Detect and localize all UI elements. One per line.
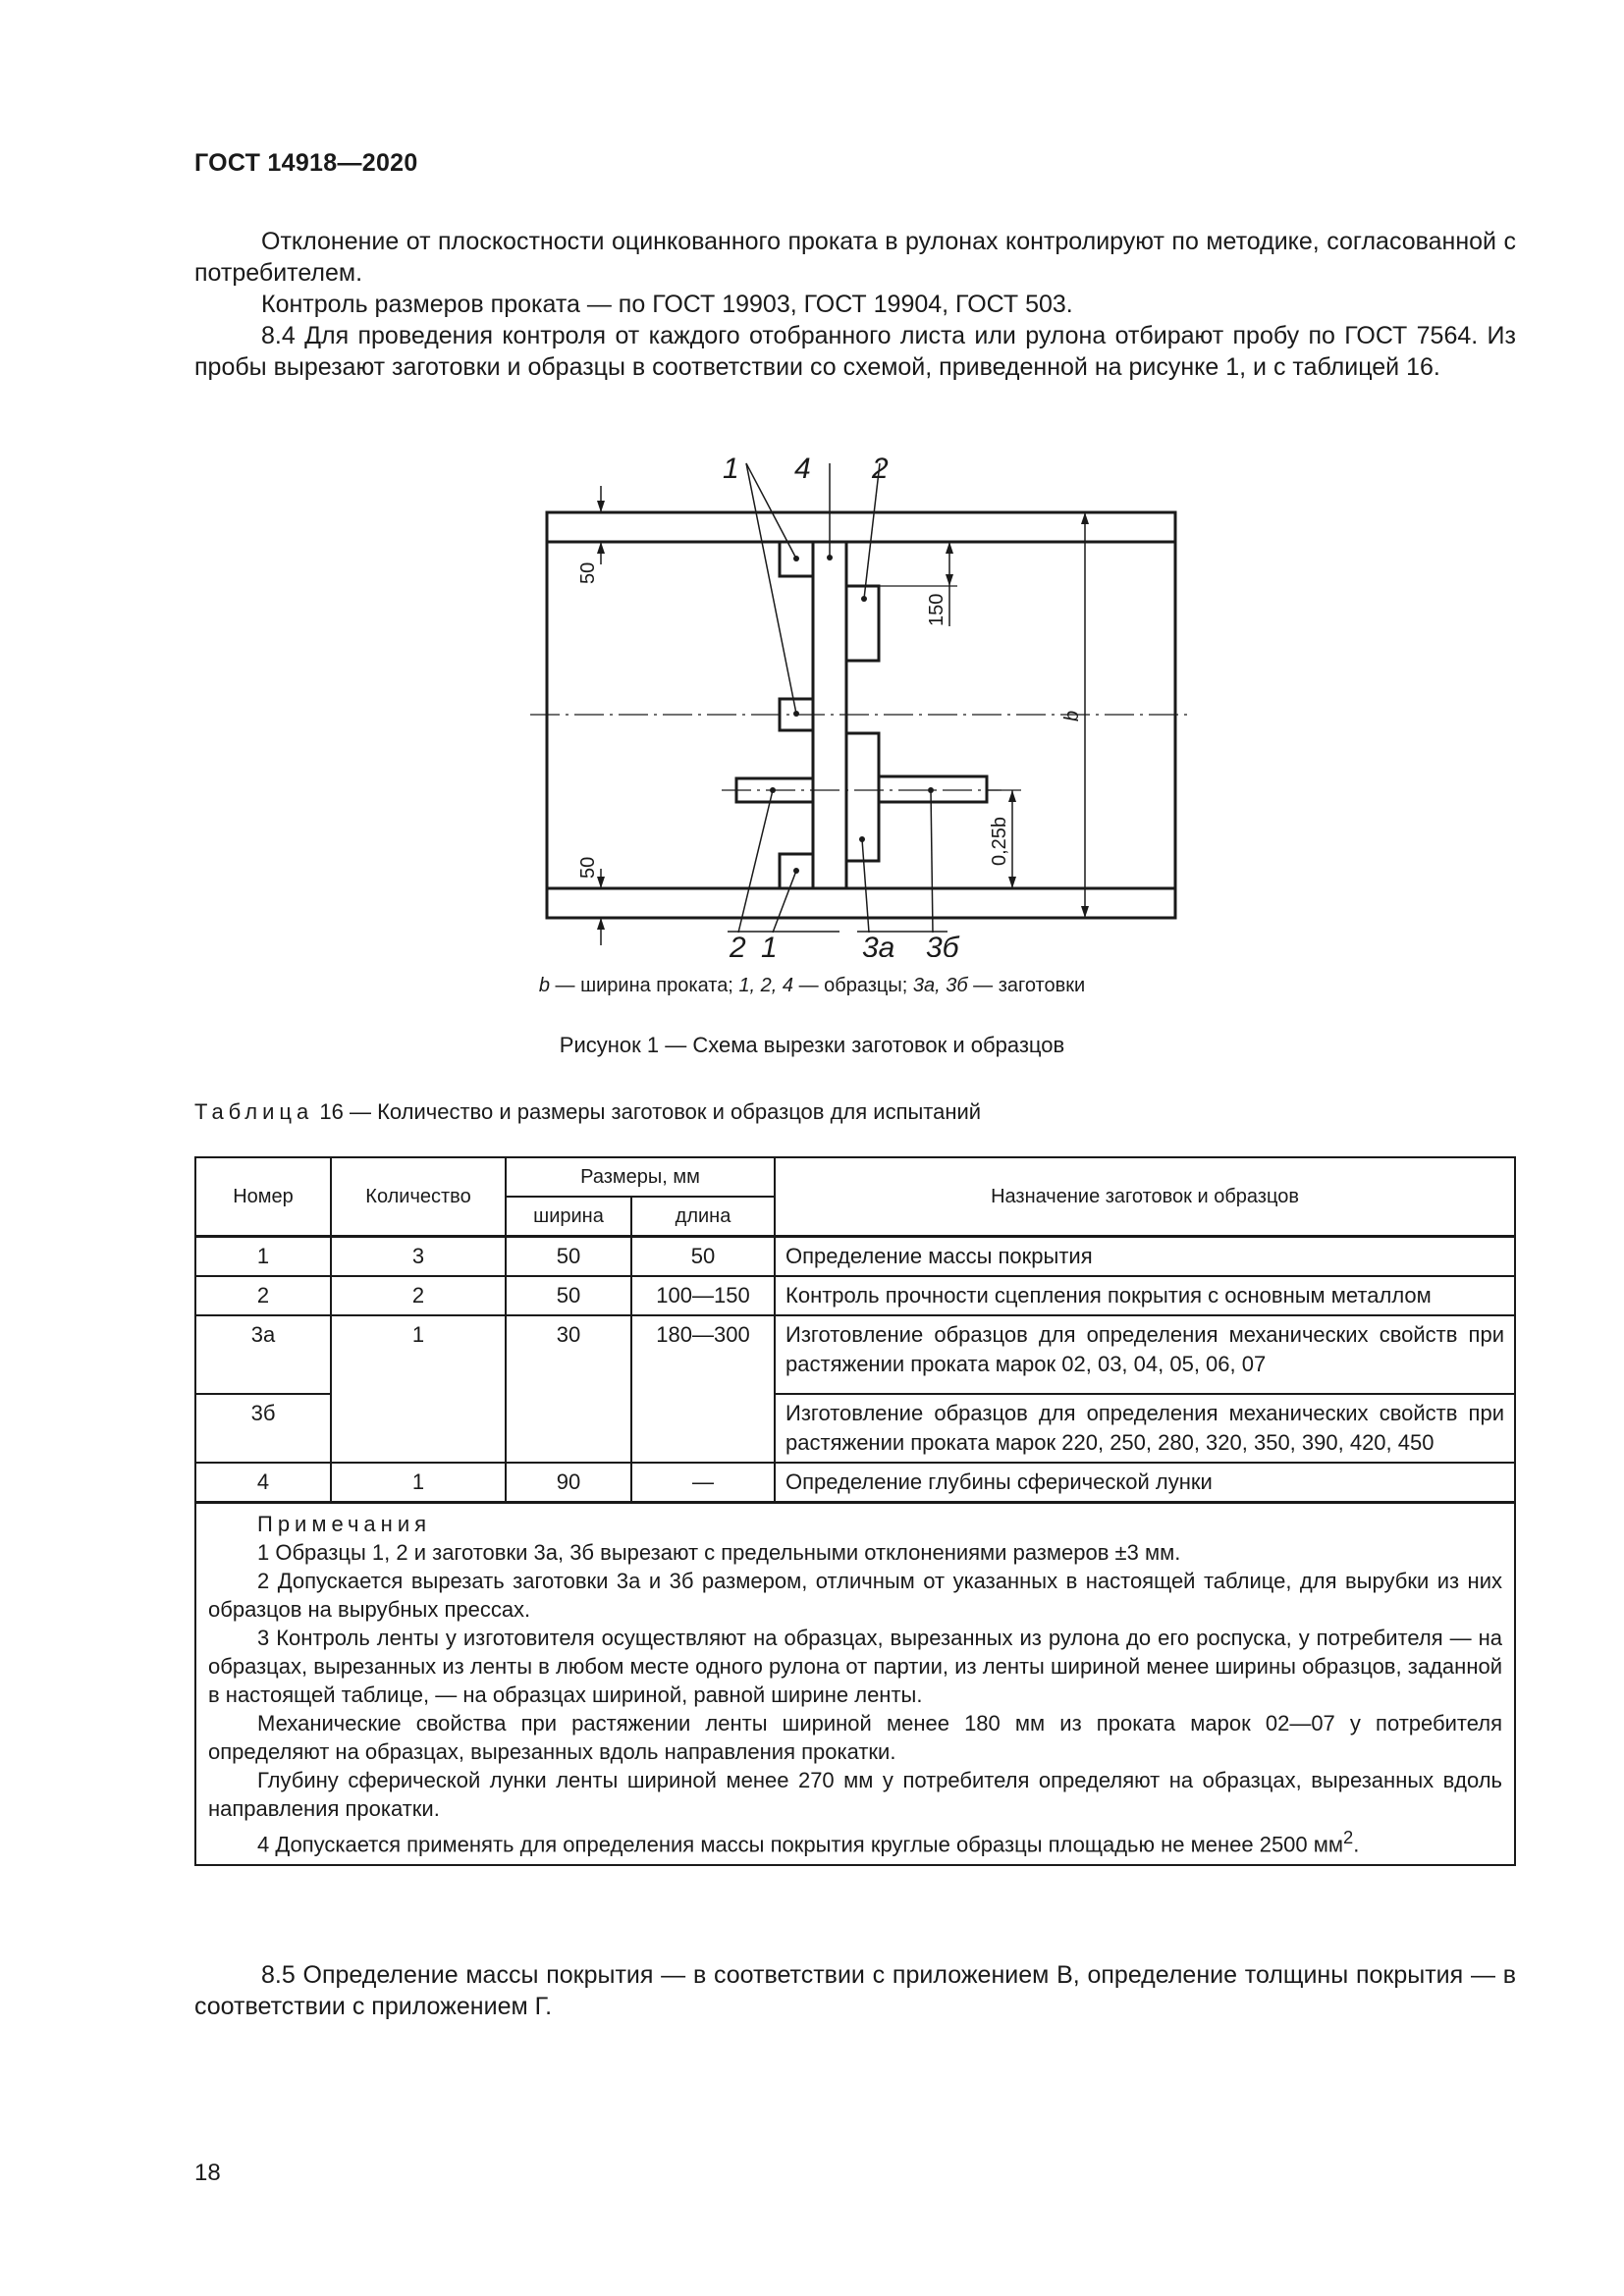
table-title: Таблица 16 — Количество и размеры заготовок и образцов для испытаний	[194, 1099, 982, 1124]
dim-50-top: 50	[577, 561, 599, 584]
dim-b: b	[1061, 710, 1083, 721]
header-quantity: Количество	[331, 1157, 506, 1237]
header-number: Номер	[195, 1157, 331, 1237]
figure-cutting-scheme	[525, 447, 1193, 957]
note-3a: Механические свойства при растяжении ленты шириной менее 180 мм из проката марок 02—07 у потребителя определяют на образцах, вырезанных вдоль направления прокатки.	[208, 1711, 1502, 1764]
label-3b-bottom: 3б	[926, 932, 959, 957]
table-notes	[195, 1503, 1515, 1866]
table-row: 3б Изготовление образцов для определения механических свойств при растяжении проката марок 220, 250, 280, 320, 350, 390, 420, 450	[195, 1394, 1515, 1463]
label-1-top: 1	[723, 453, 739, 485]
paragraph-8-5: 8.5 Определение массы покрытия — в соответствии с приложением В, определение толщины покрытия — в соответствии с приложением Г.	[194, 1961, 1516, 2020]
dim-150: 150	[926, 593, 947, 626]
note-1: 1 Образцы 1, 2 и заготовки 3а, 3б вырезают с предельными отклонениями размеров ±3 мм.	[257, 1540, 1181, 1565]
paragraph-8-4: 8.4 Для проведения контроля от каждого отобранного листа или рулона отбирают пробу по ГОСТ 7564. Из пробы вырезают заготовки и образцы в соответствии со схемой, приведенной на рисунке 1, и с таблицей 16.	[194, 322, 1516, 381]
paragraph-size-control: Контроль размеров проката — по ГОСТ 19903, ГОСТ 19904, ГОСТ 503.	[261, 291, 1073, 318]
note-2: 2 Допускается вырезать заготовки 3а и 3б размером, отличным от указанных в настоящей таблице, для вырубки из них образцов на вырубных прессах.	[208, 1569, 1502, 1622]
paragraph-flatness: Отклонение от плоскостности оцинкованного проката в рулонах контролируют по методике, согласованной с потребителем.	[194, 228, 1516, 287]
note-3b: Глубину сферической лунки ленты шириной менее 270 мм у потребителя определяют на образцах, вырезанных вдоль направления прокатки.	[208, 1768, 1502, 1821]
table-notes-row	[195, 1503, 1515, 1866]
page-number: 18	[194, 2160, 221, 2186]
label-4-top: 4	[794, 453, 811, 485]
header-length: длина	[631, 1197, 775, 1237]
note-3: 3 Контроль ленты у изготовителя осуществляют на образцах, вырезанных из рулона до его роспуска, у потребителя — на образцах, вырезанных из ленты в любом месте одного рулона от партии, из ленты шириной менее ширины образцов, заданной в настоящей таблице, — на образцах шириной, равной ширине ленты.	[208, 1626, 1502, 1707]
table-row: 1 3 50 50 Определение массы покрытия	[195, 1237, 1515, 1277]
header-sizes: Размеры, мм	[506, 1157, 775, 1197]
legend-samples: 1, 2, 4	[738, 975, 794, 996]
table-row: 4 1 90 — Определение глубины сферической лунки	[195, 1463, 1515, 1503]
header-purpose: Назначение заготовок и образцов	[775, 1157, 1515, 1237]
label-2-top: 2	[872, 453, 889, 485]
figure-caption: Рисунок 1 — Схема вырезки заготовок и образцов	[559, 1033, 1065, 1057]
note-4: 4 Допускается применять для определения массы покрытия круглые образцы площадью не менее 2500 $мм^2$.	[257, 1827, 1360, 1857]
outro-text	[194, 1959, 1516, 2022]
label-3a-bottom: 3а	[862, 932, 895, 957]
cutting-scheme-drawing	[525, 447, 1193, 957]
table-row: 3а 1 30 180—300 Изготовление образцов для определения механических свойств при растяжении проката марок 02, 03, 04, 05, 06, 07	[195, 1315, 1515, 1394]
document-header: ГОСТ 14918—2020	[194, 149, 418, 177]
dim-50-bottom: 50	[577, 856, 599, 879]
table-row: 2 2 50 100—150 Контроль прочности сцепления покрытия с основным металлом	[195, 1276, 1515, 1315]
label-2-bottom: 2	[730, 932, 746, 957]
intro-text	[194, 226, 1516, 383]
legend-blanks: 3а, 3б	[912, 975, 968, 996]
legend-b: b	[538, 975, 550, 996]
label-1-bottom: 1	[761, 932, 778, 957]
figure-legend: b — ширина проката; 1, 2, 4 — образцы; 3а, 3б — заготовки	[538, 975, 1086, 996]
notes-title: Примечания	[257, 1512, 432, 1536]
dim-0-25b: 0,25b	[989, 816, 1010, 866]
table-16	[194, 1156, 1516, 1866]
header-width: ширина	[506, 1197, 631, 1237]
